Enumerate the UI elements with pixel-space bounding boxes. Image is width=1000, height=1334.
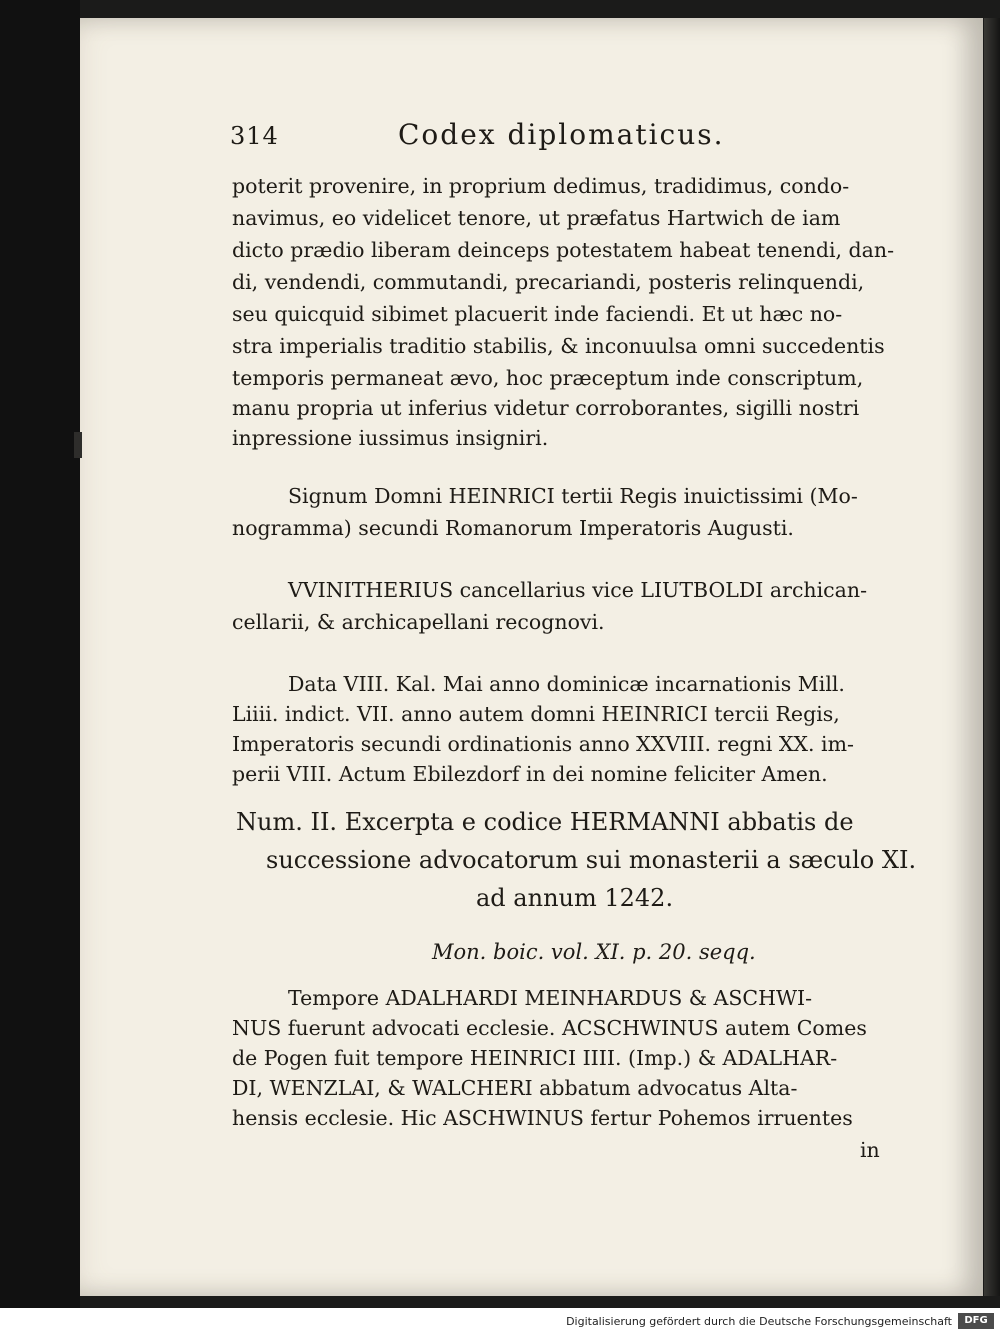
dating-line: Data VIII. Kal. Mai anno dominicæ incarnationis Mill. <box>288 672 845 696</box>
text-line: inpressione iussimus insigniri. <box>232 426 549 450</box>
signum-line: nogramma) secundi Romanorum Imperatoris Augusti. <box>232 516 794 540</box>
section-heading: successione advocatorum sui monasterii a sæculo XI. <box>266 846 917 874</box>
dfg-logo: DFG <box>958 1313 994 1329</box>
text-line: Tempore ADALHARDI MEINHARDUS & ASCHWI- <box>288 986 813 1010</box>
recognition-line: VVINITHERIUS cancellarius vice LIUTBOLDI archican- <box>288 578 868 602</box>
scan-background-left <box>0 0 80 1334</box>
text-line: manu propria ut inferius videtur corroborantes, sigilli nostri <box>232 396 860 420</box>
recognition-line: cellarii, & archicapellani recognovi. <box>232 610 605 634</box>
section-heading: ad annum 1242. <box>476 884 674 912</box>
text-line: de Pogen fuit tempore HEINRICI IIII. (Imp.) & ADALHAR- <box>232 1046 838 1070</box>
funding-credit: Digitalisierung gefördert durch die Deutsche Forschungsgemeinschaft <box>566 1315 952 1328</box>
running-title: Codex diplomaticus. <box>398 118 725 151</box>
dating-line: Imperatoris secundi ordinationis anno XXVIII. regni XX. im- <box>232 732 854 756</box>
source-reference: Mon. boic. vol. XI. p. 20. seqq. <box>432 940 756 964</box>
text-line: navimus, eo videlicet tenore, ut præfatus Hartwich de iam <box>232 206 841 230</box>
text-line: di, vendendi, commutandi, precariandi, posteris relinquendi, <box>232 270 865 294</box>
text-line: hensis ecclesie. Hic ASCHWINUS fertur Pohemos irruentes <box>232 1106 853 1130</box>
dating-line: Liiii. indict. VII. anno autem domni HEINRICI tercii Regis, <box>232 702 840 726</box>
dating-line: perii VIII. Actum Ebilezdorf in dei nomine feliciter Amen. <box>232 762 828 786</box>
text-line: stra imperialis traditio stabilis, & inconuulsa omni succedentis <box>232 334 885 358</box>
section-heading: Num. II. Excerpta e codice HERMANNI abbatis de <box>236 808 854 836</box>
text-line: dicto prædio liberam deinceps potestatem habeat tenendi, dan- <box>232 238 895 262</box>
footer-bar <box>0 1308 1000 1334</box>
catchword: in <box>860 1138 880 1162</box>
scan-clip-mark <box>74 432 82 458</box>
text-line: poterit provenire, in proprium dedimus, tradidimus, condo- <box>232 174 850 198</box>
text-line: temporis permaneat ævo, hoc præceptum inde conscriptum, <box>232 366 864 390</box>
text-line: seu quicquid sibimet placuerit inde faciendi. Et ut hæc no- <box>232 302 843 326</box>
page-edge-shadow <box>984 18 1000 1296</box>
page-number: 314 <box>230 122 279 150</box>
text-line: NUS fuerunt advocati ecclesie. ACSCHWINUS autem Comes <box>232 1016 867 1040</box>
signum-line: Signum Domni HEINRICI tertii Regis inuictissimi (Mo- <box>288 484 858 508</box>
text-line: DI, WENZLAI, & WALCHERI abbatum advocatus Alta- <box>232 1076 798 1100</box>
